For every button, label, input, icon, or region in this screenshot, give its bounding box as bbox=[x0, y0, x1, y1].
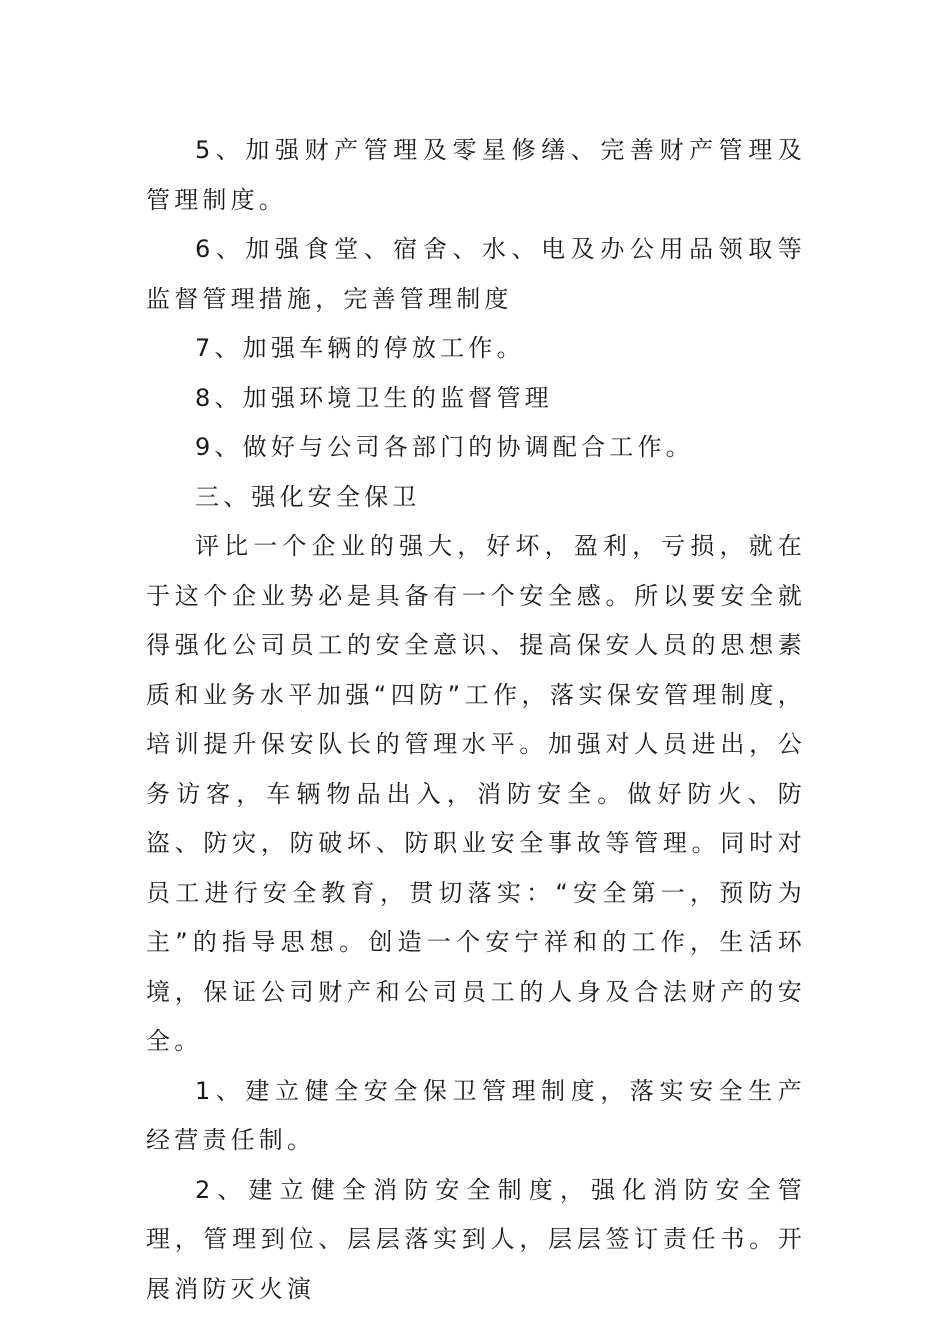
paragraph-security-body: 评比一个企业的强大，好坏，盈利，亏损，就在于这个企业势必是具备有一个安全感。所以要安全就得强化公司员工的安全意识、提高保安人员的思想素质和业务水平加强“四防”工作，落实保安管理制度，培训提升保安队长的管理水平。加强对人员进出，公务访客，车辆物品出入，消防安全。做好防火、防盗、防灾，防破坏、防职业安全事故等管理。同时对员工进行安全教育，贯切落实：“安全第一，预防为主”的指导思想。创造一个安宁祥和的工作，生活环境，保证公司财产和公司员工的人身及合法财产的安全。 bbox=[146, 532, 806, 1055]
section-heading-security: 三、强化安全保卫 bbox=[195, 482, 421, 511]
paragraph-item-7: 7、加强车辆的停放工作。 bbox=[195, 334, 525, 362]
paragraph-security-item-1: 1、建立健全安全保卫管理制度，落实安全生产经营责任制。 bbox=[146, 1076, 806, 1154]
paragraph-item-5: 5、加强财产管理及零星修缮、完善财产管理及管理制度。 bbox=[146, 136, 806, 214]
document-body bbox=[146, 126, 806, 1314]
paragraph-security-item-2: 2、建立健全消防安全制度，强化消防安全管理，管理到位、层层落实到人，层层签订责任书。开展消防灭火演 bbox=[146, 1175, 806, 1303]
paragraph-item-6: 6、加强食堂、宿舍、水、电及办公用品领取等监督管理措施，完善管理制度 bbox=[146, 235, 806, 313]
paragraph-item-8: 8、加强环境卫生的监督管理 bbox=[195, 383, 553, 412]
paragraph-item-9: 9、做好与公司各部门的协调配合工作。 bbox=[195, 433, 694, 461]
